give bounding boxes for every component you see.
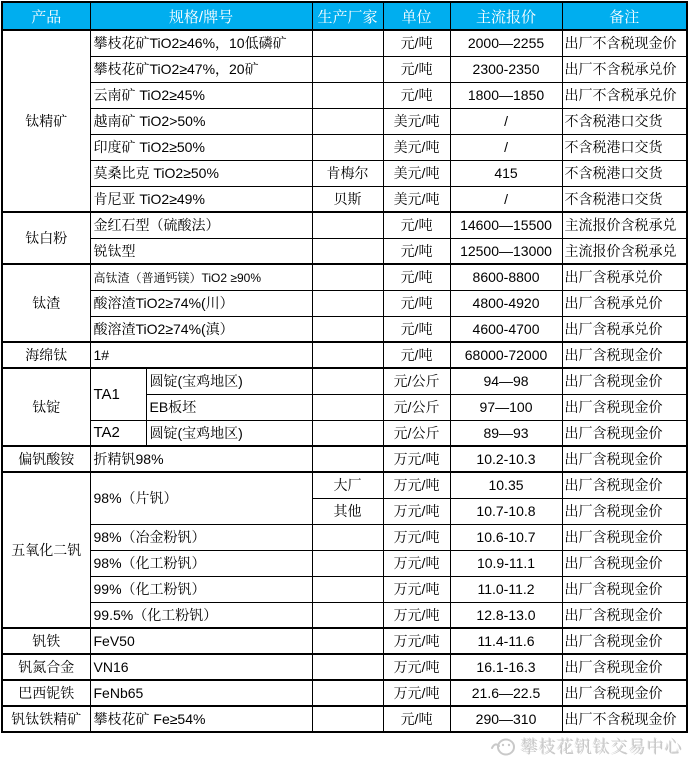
spec-cell: 1#: [90, 342, 312, 368]
manufacturer-cell: 其他: [312, 498, 383, 524]
price-cell: 2300-2350: [450, 56, 562, 82]
watermark-text: 攀枝花钒钛交易中心: [521, 738, 683, 757]
product-cell: 钛锭: [2, 368, 90, 446]
table-row: [2, 420, 687, 446]
table-row: [2, 706, 687, 732]
price-cell: 10.35: [450, 472, 562, 498]
price-cell: 12.8-13.0: [450, 602, 562, 628]
spec-cell: VN16: [90, 654, 312, 680]
unit-cell: 元/吨: [383, 82, 450, 108]
grade-cell: TA2: [90, 420, 146, 446]
product-cell: 钛渣: [2, 264, 90, 342]
price-cell: 10.9-11.1: [450, 550, 562, 576]
manufacturer-cell: [312, 446, 383, 472]
unit-cell: 美元/吨: [383, 186, 450, 212]
unit-cell: 元/公斤: [383, 368, 450, 394]
spec-cell: 高钛渣（普通钙镁）TiO2 ≥90%: [90, 264, 312, 290]
manufacturer-cell: [312, 602, 383, 628]
note-cell: 不含税港口交货: [562, 134, 687, 160]
spec-cell: 酸溶渣TiO2≥74%(滇）: [90, 316, 312, 342]
spec-cell: 酸溶渣TiO2≥74%(川）: [90, 290, 312, 316]
unit-cell: 万元/吨: [383, 472, 450, 498]
spec-cell: FeV50: [90, 628, 312, 654]
manufacturer-cell: [312, 654, 383, 680]
note-cell: 出厂含税现金价: [562, 472, 687, 498]
manufacturer-cell: [312, 108, 383, 134]
note-cell: 出厂含税现金价: [562, 602, 687, 628]
product-cell: 钒氮合金: [2, 654, 90, 680]
header-note-col: 备注: [562, 2, 687, 30]
table-row: [2, 82, 687, 108]
spec-cell: 圆锭(宝鸡地区): [146, 420, 312, 446]
price-cell: 68000-72000: [450, 342, 562, 368]
product-cell: 钛精矿: [2, 30, 90, 212]
unit-cell: 万元/吨: [383, 680, 450, 706]
table-row: [2, 108, 687, 134]
manufacturer-cell: [312, 82, 383, 108]
manufacturer-cell: [312, 264, 383, 290]
unit-cell: 元/吨: [383, 264, 450, 290]
price-cell: 4800-4920: [450, 290, 562, 316]
manufacturer-cell: [312, 238, 383, 264]
note-cell: 出厂含税现金价: [562, 680, 687, 706]
spec-cell: EB板坯: [146, 394, 312, 420]
watermark: [490, 733, 683, 758]
note-cell: 出厂不含税承兑价: [562, 56, 687, 82]
manufacturer-cell: [312, 212, 383, 238]
price-cell: 8600-8800: [450, 264, 562, 290]
note-cell: 出厂含税现金价: [562, 550, 687, 576]
product-cell: 偏钒酸铵: [2, 446, 90, 472]
table-row: [2, 134, 687, 160]
unit-cell: 元/吨: [383, 30, 450, 56]
unit-cell: 万元/吨: [383, 628, 450, 654]
manufacturer-cell: [312, 420, 383, 446]
manufacturer-cell: [312, 30, 383, 56]
price-cell: 10.2-10.3: [450, 446, 562, 472]
manufacturer-cell: [312, 628, 383, 654]
manufacturer-cell: [312, 524, 383, 550]
table-row: [2, 446, 687, 472]
spec-cell: 98%（化工粉钒）: [90, 550, 312, 576]
note-cell: 出厂含税现金价: [562, 654, 687, 680]
price-cell: 10.6-10.7: [450, 524, 562, 550]
spec-cell: 折精钒98%: [90, 446, 312, 472]
product-cell: 钒铁: [2, 628, 90, 654]
price-cell: 4600-4700: [450, 316, 562, 342]
price-cell: 2000—2255: [450, 30, 562, 56]
spec-cell: 锐钛型: [90, 238, 312, 264]
manufacturer-cell: [312, 134, 383, 160]
unit-cell: 元/吨: [383, 238, 450, 264]
note-cell: 出厂含税现金价: [562, 524, 687, 550]
spec-cell: 攀枝花矿 Fe≥54%: [90, 706, 312, 732]
table-row: [2, 264, 687, 290]
price-cell: 11.0-11.2: [450, 576, 562, 602]
manufacturer-cell: [312, 368, 383, 394]
exchange-logo-icon: [490, 735, 516, 757]
table-row: [2, 368, 687, 394]
manufacturer-cell: [312, 680, 383, 706]
spec-cell: 攀枝花矿TiO2≥46%，10低磷矿: [90, 30, 312, 56]
price-cell: 11.4-11.6: [450, 628, 562, 654]
price-cell: 14600—15500: [450, 212, 562, 238]
table-row: [2, 628, 687, 654]
unit-cell: 元/吨: [383, 342, 450, 368]
price-cell: 89—93: [450, 420, 562, 446]
unit-cell: 元/公斤: [383, 394, 450, 420]
table-row: [2, 290, 687, 316]
product-cell: 钛白粉: [2, 212, 90, 264]
header-price-col: 主流报价: [450, 2, 562, 30]
spec-cell: 圆锭(宝鸡地区): [146, 368, 312, 394]
spec-cell: 云南矿 TiO2≥45%: [90, 82, 312, 108]
note-cell: 出厂含税现金价: [562, 498, 687, 524]
header-unit-col: 单位: [383, 2, 450, 30]
note-cell: 出厂含税现金价: [562, 628, 687, 654]
manufacturer-cell: [312, 290, 383, 316]
price-cell: /: [450, 108, 562, 134]
header-manufacturer-col: 生产厂家: [312, 2, 383, 30]
manufacturer-cell: 贝斯: [312, 186, 383, 212]
spec-cell: 莫桑比克 TiO2≥50%: [90, 160, 312, 186]
product-cell: 海绵钛: [2, 342, 90, 368]
price-cell: 415: [450, 160, 562, 186]
manufacturer-cell: [312, 342, 383, 368]
header-spec-col: 规格/牌号: [90, 2, 312, 30]
table-row: [2, 160, 687, 186]
price-cell: 16.1-16.3: [450, 654, 562, 680]
unit-cell: 美元/吨: [383, 134, 450, 160]
spec-cell: 99.5%（化工粉钒）: [90, 602, 312, 628]
note-cell: 出厂含税承兑价: [562, 264, 687, 290]
table-row: [2, 56, 687, 82]
spec-cell: 攀枝花矿TiO2≥47%，20矿: [90, 56, 312, 82]
spec-cell: 98%（片钒）: [90, 472, 312, 524]
unit-cell: 万元/吨: [383, 446, 450, 472]
table-row: [2, 238, 687, 264]
note-cell: 出厂含税现金价: [562, 446, 687, 472]
table-row: [2, 212, 687, 238]
spec-cell: 肯尼亚 TiO2≥49%: [90, 186, 312, 212]
grade-cell: TA1: [90, 368, 146, 420]
unit-cell: 元/吨: [383, 706, 450, 732]
price-cell: 1800—1850: [450, 82, 562, 108]
spec-cell: 印度矿 TiO2≥50%: [90, 134, 312, 160]
table-row: [2, 602, 687, 628]
note-cell: 主流报价含税承兑: [562, 212, 687, 238]
manufacturer-cell: [312, 706, 383, 732]
table-row: [2, 316, 687, 342]
note-cell: 出厂不含税现金价: [562, 706, 687, 732]
table-row: [2, 342, 687, 368]
table-row: [2, 654, 687, 680]
price-cell: /: [450, 134, 562, 160]
price-cell: 12500—13000: [450, 238, 562, 264]
note-cell: 出厂不含税承兑价: [562, 82, 687, 108]
price-cell: 21.6—22.5: [450, 680, 562, 706]
table-row: [2, 30, 687, 56]
note-cell: 出厂含税现金价: [562, 394, 687, 420]
product-cell: 五氧化二钒: [2, 472, 90, 628]
unit-cell: 美元/吨: [383, 160, 450, 186]
unit-cell: 元/吨: [383, 290, 450, 316]
unit-cell: 元/吨: [383, 212, 450, 238]
table-row: [2, 524, 687, 550]
table-row: [2, 680, 687, 706]
table-row: [2, 186, 687, 212]
unit-cell: 万元/吨: [383, 654, 450, 680]
price-cell: /: [450, 186, 562, 212]
note-cell: 出厂含税承兑价: [562, 316, 687, 342]
manufacturer-cell: [312, 394, 383, 420]
product-cell: 巴西铌铁: [2, 680, 90, 706]
note-cell: 不含税港口交货: [562, 108, 687, 134]
price-cell: 94—98: [450, 368, 562, 394]
table-row: [2, 472, 687, 498]
spec-cell: FeNb65: [90, 680, 312, 706]
manufacturer-cell: [312, 56, 383, 82]
manufacturer-cell: 肯梅尔: [312, 160, 383, 186]
unit-cell: 万元/吨: [383, 498, 450, 524]
price-cell: 290—310: [450, 706, 562, 732]
note-cell: 主流报价含税承兑: [562, 238, 687, 264]
price-table: [1, 1, 688, 733]
spec-cell: 越南矿 TiO2>50%: [90, 108, 312, 134]
note-cell: 出厂含税现金价: [562, 420, 687, 446]
manufacturer-cell: [312, 550, 383, 576]
unit-cell: 万元/吨: [383, 576, 450, 602]
spec-cell: 金红石型（硫酸法）: [90, 212, 312, 238]
manufacturer-cell: 大厂: [312, 472, 383, 498]
table-row: [2, 576, 687, 602]
note-cell: 不含税港口交货: [562, 186, 687, 212]
unit-cell: 万元/吨: [383, 524, 450, 550]
unit-cell: 美元/吨: [383, 108, 450, 134]
table-row: [2, 550, 687, 576]
unit-cell: 万元/吨: [383, 602, 450, 628]
table-header-row: [2, 2, 687, 30]
note-cell: 不含税港口交货: [562, 160, 687, 186]
manufacturer-cell: [312, 316, 383, 342]
note-cell: 出厂不含税现金价: [562, 30, 687, 56]
unit-cell: 元/吨: [383, 56, 450, 82]
manufacturer-cell: [312, 576, 383, 602]
unit-cell: 元/吨: [383, 316, 450, 342]
price-cell: 97—100: [450, 394, 562, 420]
unit-cell: 万元/吨: [383, 550, 450, 576]
note-cell: 出厂含税现金价: [562, 576, 687, 602]
spec-cell: 99%（化工粉钒）: [90, 576, 312, 602]
note-cell: 出厂含税现金价: [562, 368, 687, 394]
unit-cell: 元/公斤: [383, 420, 450, 446]
note-cell: 出厂含税现金价: [562, 342, 687, 368]
header-product-col: 产品: [2, 2, 90, 30]
price-cell: 10.7-10.8: [450, 498, 562, 524]
note-cell: 出厂含税承兑价: [562, 290, 687, 316]
product-cell: 钒钛铁精矿: [2, 706, 90, 732]
spec-cell: 98%（冶金粉钒）: [90, 524, 312, 550]
